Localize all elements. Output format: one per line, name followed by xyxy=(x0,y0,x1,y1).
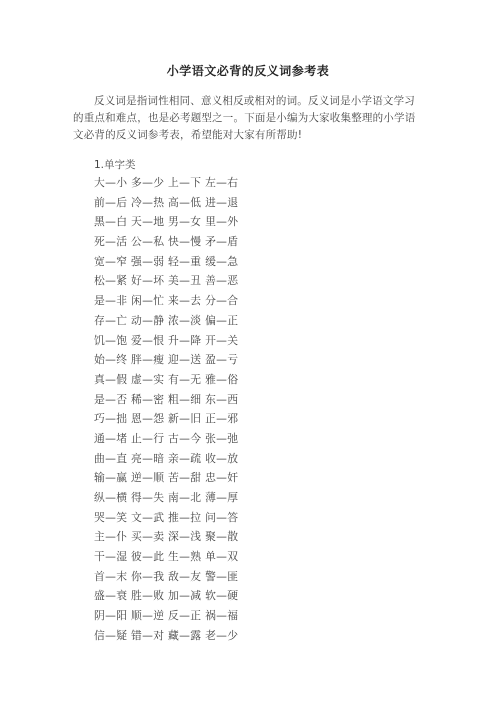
antonym-row: 哭—笑 文—武 推—拉 问—答 xyxy=(94,510,239,524)
document-title: 小学语文必背的反义词参考表 xyxy=(166,64,330,78)
antonym-pair-list xyxy=(94,173,238,646)
antonym-row: 输—赢 逆—顺 苦—甜 忠—奸 xyxy=(94,471,239,485)
antonym-row: 首—末 你—我 敌—友 警—匪 xyxy=(94,569,239,583)
antonym-row: 始—终 胖—瘦 迎—送 盈—亏 xyxy=(94,353,239,367)
antonym-row: 饥—饱 爱—恨 升—降 开—关 xyxy=(94,333,239,347)
antonym-row: 曲—直 亮—暗 亲—疏 收—放 xyxy=(94,451,239,465)
antonym-row: 主—仆 买—卖 深—浅 聚—散 xyxy=(94,530,239,544)
intro-paragraph: 反义词是指词性相同、意义相反或相对的词。反义词是小学语文学习的重点和难点，也是必考题型之一。下面是小编为大家收集整理的小学语文必背的反义词参考表，希望能对大家有所帮助! xyxy=(73,95,416,141)
antonym-row: 阴—阳 顺—逆 反—正 祸—福 xyxy=(94,609,239,623)
antonym-row: 前—后 冷—热 高—低 进—退 xyxy=(94,195,239,209)
antonym-row: 是—非 闲—忙 来—去 分—合 xyxy=(94,294,239,308)
antonym-row: 存—亡 动—静 浓—淡 偏—正 xyxy=(94,313,239,327)
antonym-row: 死—活 公—私 快—慢 矛—盾 xyxy=(94,235,239,249)
section-heading: 1.单字类 xyxy=(94,159,136,171)
antonym-row: 大—小 多—少 上—下 左—右 xyxy=(94,176,239,189)
antonym-row: 是—否 稀—密 粗—细 东—西 xyxy=(94,392,239,406)
antonym-row: 信—疑 错—对 藏—露 老—少 xyxy=(94,628,239,642)
antonym-row: 松—紧 好—坏 美—丑 善—恶 xyxy=(94,274,239,288)
antonym-row: 通—堵 止—行 古—今 张—弛 xyxy=(94,431,239,445)
antonym-row: 真—假 虚—实 有—无 雅—俗 xyxy=(94,372,239,386)
antonym-row: 巧—拙 恩—怨 新—旧 正—邪 xyxy=(94,412,239,426)
antonym-row: 盛—衰 胜—败 加—减 软—硬 xyxy=(94,589,239,603)
antonym-row: 黑—白 天—地 男—女 里—外 xyxy=(94,215,239,229)
antonym-row: 宽—窄 强—弱 轻—重 缓—急 xyxy=(94,254,239,268)
antonym-row: 干—湿 彼—此 生—熟 单—双 xyxy=(94,550,239,564)
antonym-row: 纵—横 得—失 南—北 薄—厚 xyxy=(94,491,239,504)
